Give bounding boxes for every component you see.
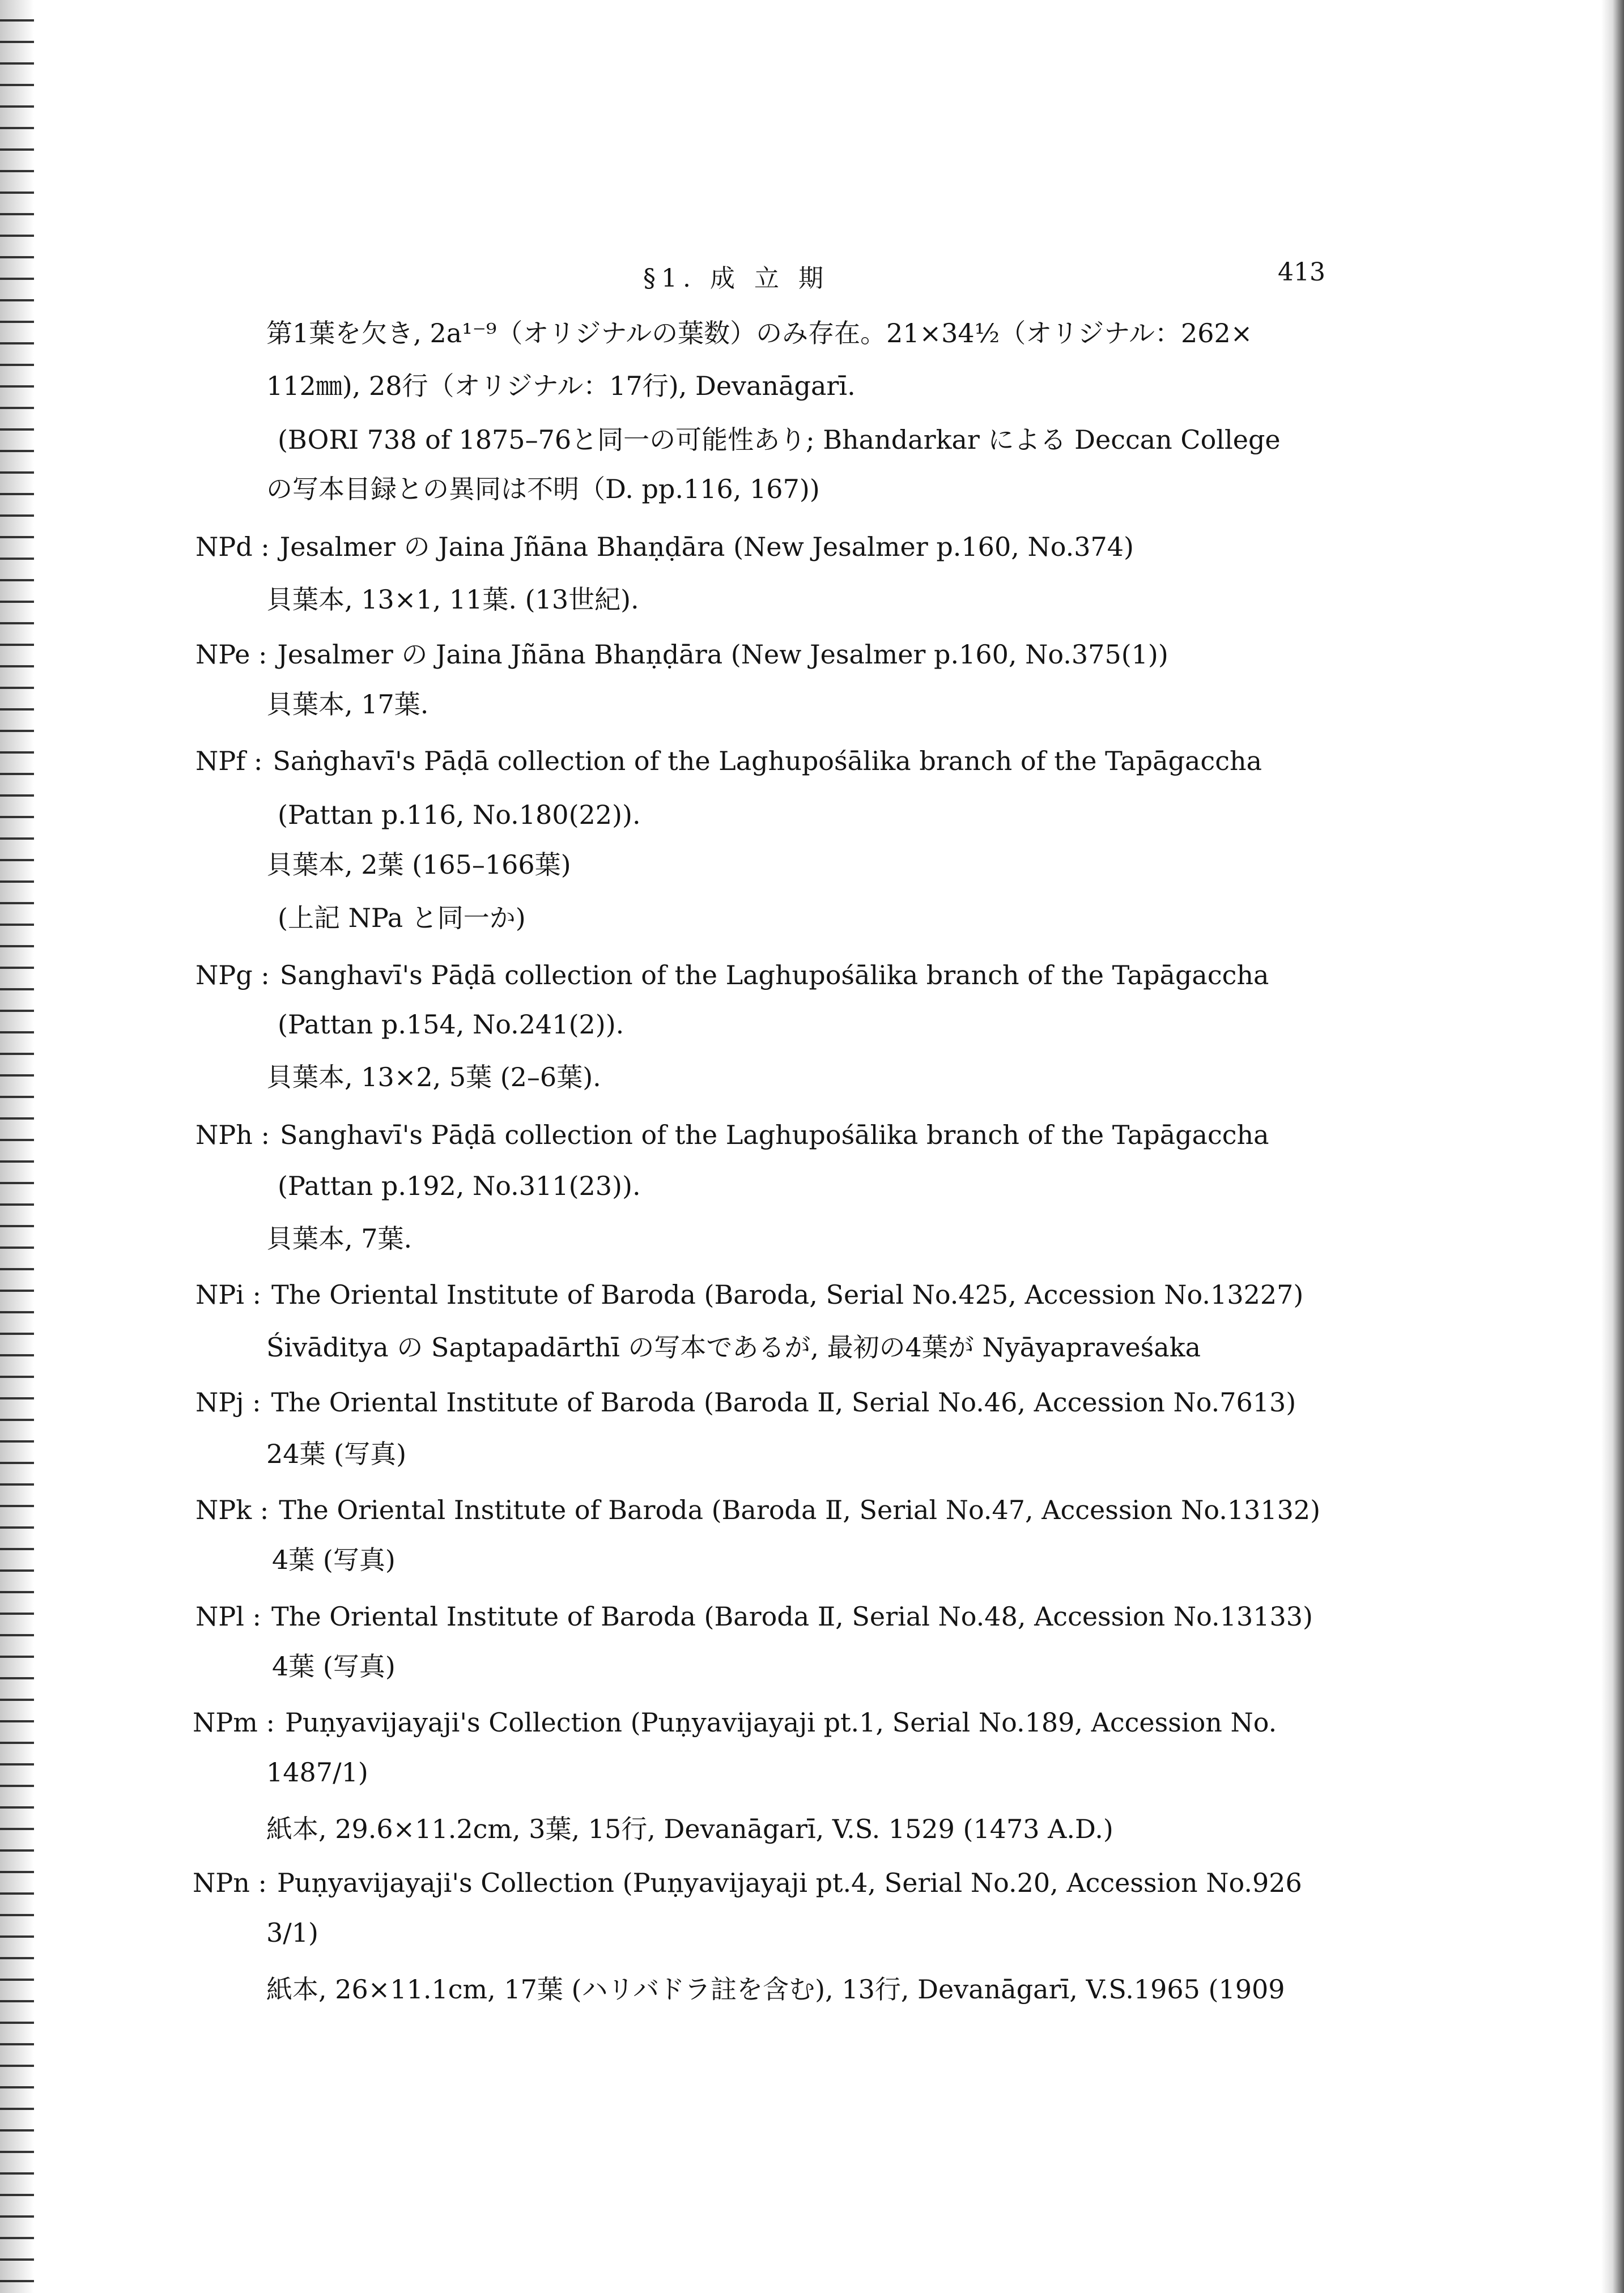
text-line <box>266 1061 601 1093</box>
line-text: 第1葉を欠き, 2a¹⁻⁹（オリジナルの葉数）のみ存在。21×34½（オリジナル：262× <box>266 318 1253 348</box>
text-line <box>266 1973 1285 2005</box>
text-line <box>278 424 1281 456</box>
entry-label: NPj : <box>195 1387 261 1418</box>
line-text: Jesalmer の Jaina Jñāna Bhaṇḍāra (New Jesalmer p.160, No.375(1)) <box>277 639 1168 670</box>
text-line <box>266 584 639 615</box>
text-line <box>266 1223 412 1254</box>
line-text: 3/1) <box>266 1917 318 1948</box>
entry-line <box>195 1279 1303 1311</box>
line-text: 112㎜), 28行（オリジナル：17行), Devanāgarī. <box>266 371 856 401</box>
text-line <box>272 1544 396 1576</box>
text-line <box>266 473 820 505</box>
running-head: §1. 成 立 期 <box>643 264 829 293</box>
line-text: The Oriental Institute of Baroda (Baroda Ⅱ, Serial No.46, Accession No.7613) <box>271 1387 1296 1418</box>
line-text: 貝葉本, 7葉. <box>266 1223 413 1254</box>
text-line <box>266 688 428 720</box>
entry-label: NPd : <box>195 531 270 562</box>
line-text: The Oriental Institute of Baroda (Baroda Ⅱ, Serial No.47, Accession No.13132) <box>279 1495 1321 1525</box>
line-text: (Pattan p.154, No.241(2)). <box>278 1009 624 1040</box>
line-text: 24葉 (写真) <box>266 1439 407 1469</box>
line-text: 1487/1) <box>266 1757 368 1788</box>
line-text: (上記 NPa と同一か) <box>278 903 526 933</box>
line-text: Jesalmer の Jaina Jñāna Bhaṇḍāra (New Jesalmer p.160, No.374) <box>279 531 1134 562</box>
page-number: 413 <box>1278 258 1325 287</box>
line-text: (BORI 738 of 1875–76と同一の可能性あり; Bhandarkar による Deccan College <box>278 424 1281 455</box>
text-line <box>266 1331 1201 1363</box>
entry-line <box>193 1707 1277 1738</box>
entry-label: NPm : <box>193 1707 275 1738</box>
text-line <box>266 370 856 402</box>
text-line <box>266 849 571 880</box>
line-text: Saṅghavī's Pāḍā collection of the Laghupośālika branch of the Tapāgaccha <box>273 746 1262 776</box>
line-text: 貝葉本, 13×2, 5葉 (2–6葉). <box>266 1062 601 1092</box>
text-line <box>266 317 1252 349</box>
line-text: Puṇyavijayaji's Collection (Puṇyavijayaji pt.1, Serial No.189, Accession No. <box>284 1707 1277 1738</box>
line-text: 貝葉本, 2葉 (165–166葉) <box>266 849 571 880</box>
line-text: (Pattan p.116, No.180(22)). <box>278 799 641 830</box>
entry-label: NPh : <box>195 1120 270 1150</box>
line-text: 貝葉本, 13×1, 11葉. (13世紀). <box>266 584 639 615</box>
line-text: Puṇyavijayaji's Collection (Puṇyavijayaji pt.4, Serial No.20, Accession No.926 <box>277 1867 1302 1898</box>
line-text: Sanghavī's Pāḍā collection of the Laghupośālika branch of the Tapāgaccha <box>279 1120 1269 1150</box>
line-text: 紙本, 29.6×11.2cm, 3葉, 15行, Devanāgarī, V.S. 1529 (1473 A.D.) <box>266 1814 1113 1844</box>
line-text: The Oriental Institute of Baroda (Baroda, Serial No.425, Accession No.13227) <box>271 1279 1304 1310</box>
entry-label: NPl : <box>195 1601 262 1632</box>
entry-line <box>195 1386 1296 1418</box>
text-line <box>266 1917 318 1949</box>
entry-line <box>195 1601 1313 1632</box>
text-line <box>272 1650 396 1682</box>
entry-line <box>195 1119 1269 1151</box>
entry-line <box>195 1494 1320 1526</box>
entry-label: NPe : <box>195 639 267 670</box>
line-text: 紙本, 26×11.1cm, 17葉 (ハリバドラ註を含む), 13行, Devanāgarī, V.S.1965 (1909 <box>266 1974 1285 2005</box>
entry-line <box>195 531 1134 563</box>
line-text: 4葉 (写真) <box>272 1651 396 1682</box>
entry-label: NPk : <box>195 1495 269 1525</box>
line-text: Śivāditya の Saptapadārthī の写本であるが, 最初の4葉が Nyāyapraveśaka <box>266 1332 1201 1363</box>
entry-line <box>195 745 1262 777</box>
entry-line <box>193 1867 1302 1899</box>
text-line <box>278 902 526 934</box>
entry-label: NPg : <box>195 960 270 990</box>
line-text: (Pattan p.192, No.311(23)). <box>278 1171 641 1201</box>
text-line <box>278 1170 641 1202</box>
line-text: 4葉 (写真) <box>272 1545 396 1575</box>
entry-label: NPf : <box>195 746 263 776</box>
text-line <box>278 799 641 831</box>
entry-label: NPi : <box>195 1279 262 1310</box>
line-text: の写本目録との異同は不明（D. pp.116, 167)) <box>266 474 820 504</box>
text-line <box>266 1813 1113 1845</box>
line-text: The Oriental Institute of Baroda (Baroda Ⅱ, Serial No.48, Accession No.13133) <box>271 1601 1313 1632</box>
text-line <box>266 1438 406 1470</box>
text-line <box>266 1756 368 1788</box>
entry-line <box>195 959 1269 991</box>
entry-line <box>195 639 1168 670</box>
line-text: 貝葉本, 17葉. <box>266 689 429 720</box>
line-text: Sanghavī's Pāḍā collection of the Laghupośālika branch of the Tapāgaccha <box>279 960 1269 990</box>
entry-label: NPn : <box>193 1867 267 1898</box>
text-line <box>278 1009 624 1040</box>
